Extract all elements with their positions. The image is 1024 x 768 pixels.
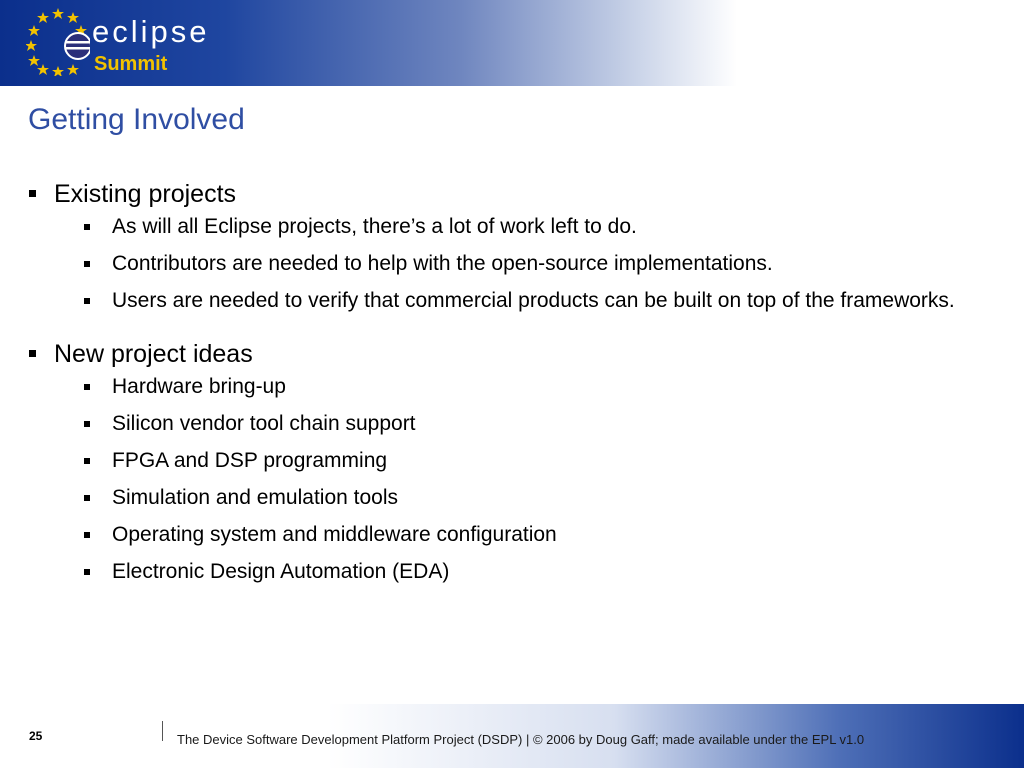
square-bullet-icon <box>84 224 90 230</box>
square-bullet-icon <box>29 350 36 357</box>
eu-stars-icon <box>26 6 90 76</box>
sub-bullet <box>28 412 968 436</box>
footer-copyright: The Device Software Development Platform Project (DSDP) | © 2006 by Doug Gaff; made available under the EPL v1.0 <box>177 732 865 747</box>
sub-bullet-text: Users are needed to verify that commercial products can be built on top of the frameworks. <box>112 289 955 312</box>
sub-bullet <box>28 523 968 547</box>
sub-bullet-text: Silicon vendor tool chain support <box>112 412 416 435</box>
sub-bullet-text: Simulation and emulation tools <box>112 486 399 509</box>
sub-bullet <box>28 252 968 276</box>
square-bullet-icon <box>84 532 90 538</box>
footer-divider <box>162 721 163 741</box>
sub-bullet <box>28 486 968 510</box>
square-bullet-icon <box>29 190 36 197</box>
square-bullet-icon <box>84 458 90 464</box>
square-bullet-icon <box>84 495 90 501</box>
eclipse-summit-logo <box>26 4 236 82</box>
sub-bullet-text: As will all Eclipse projects, there’s a lot of work left to do. <box>112 215 637 238</box>
bullet-new-project-ideas <box>28 339 968 369</box>
bullet-heading: New project ideas <box>54 340 253 368</box>
sub-bullet <box>28 560 968 584</box>
square-bullet-icon <box>84 298 90 304</box>
sub-bullet-text: Hardware bring-up <box>112 375 286 398</box>
sub-bullet <box>28 449 968 473</box>
page-number: 25 <box>29 729 43 743</box>
square-bullet-icon <box>84 569 90 575</box>
bullet-existing-projects <box>28 179 968 209</box>
square-bullet-icon <box>84 421 90 427</box>
logo-summit-text: Summit <box>94 53 168 75</box>
slide-title: Getting Involved <box>28 103 245 136</box>
square-bullet-icon <box>84 261 90 267</box>
sub-bullet <box>28 289 968 313</box>
sub-bullet <box>28 215 968 239</box>
header-banner <box>0 0 1024 86</box>
sub-bullet-text: FPGA and DSP programming <box>112 449 388 472</box>
slide-content <box>28 176 968 584</box>
sub-bullet-text: Electronic Design Automation (EDA) <box>112 560 450 583</box>
sub-bullet-text: Contributors are needed to help with the open-source implementations. <box>112 252 773 275</box>
sub-bullet <box>28 375 968 399</box>
sub-bullet-text: Operating system and middleware configuration <box>112 523 557 546</box>
square-bullet-icon <box>84 384 90 390</box>
logo-eclipse-text: eclipse <box>92 14 210 49</box>
bullet-heading: Existing projects <box>54 180 237 208</box>
